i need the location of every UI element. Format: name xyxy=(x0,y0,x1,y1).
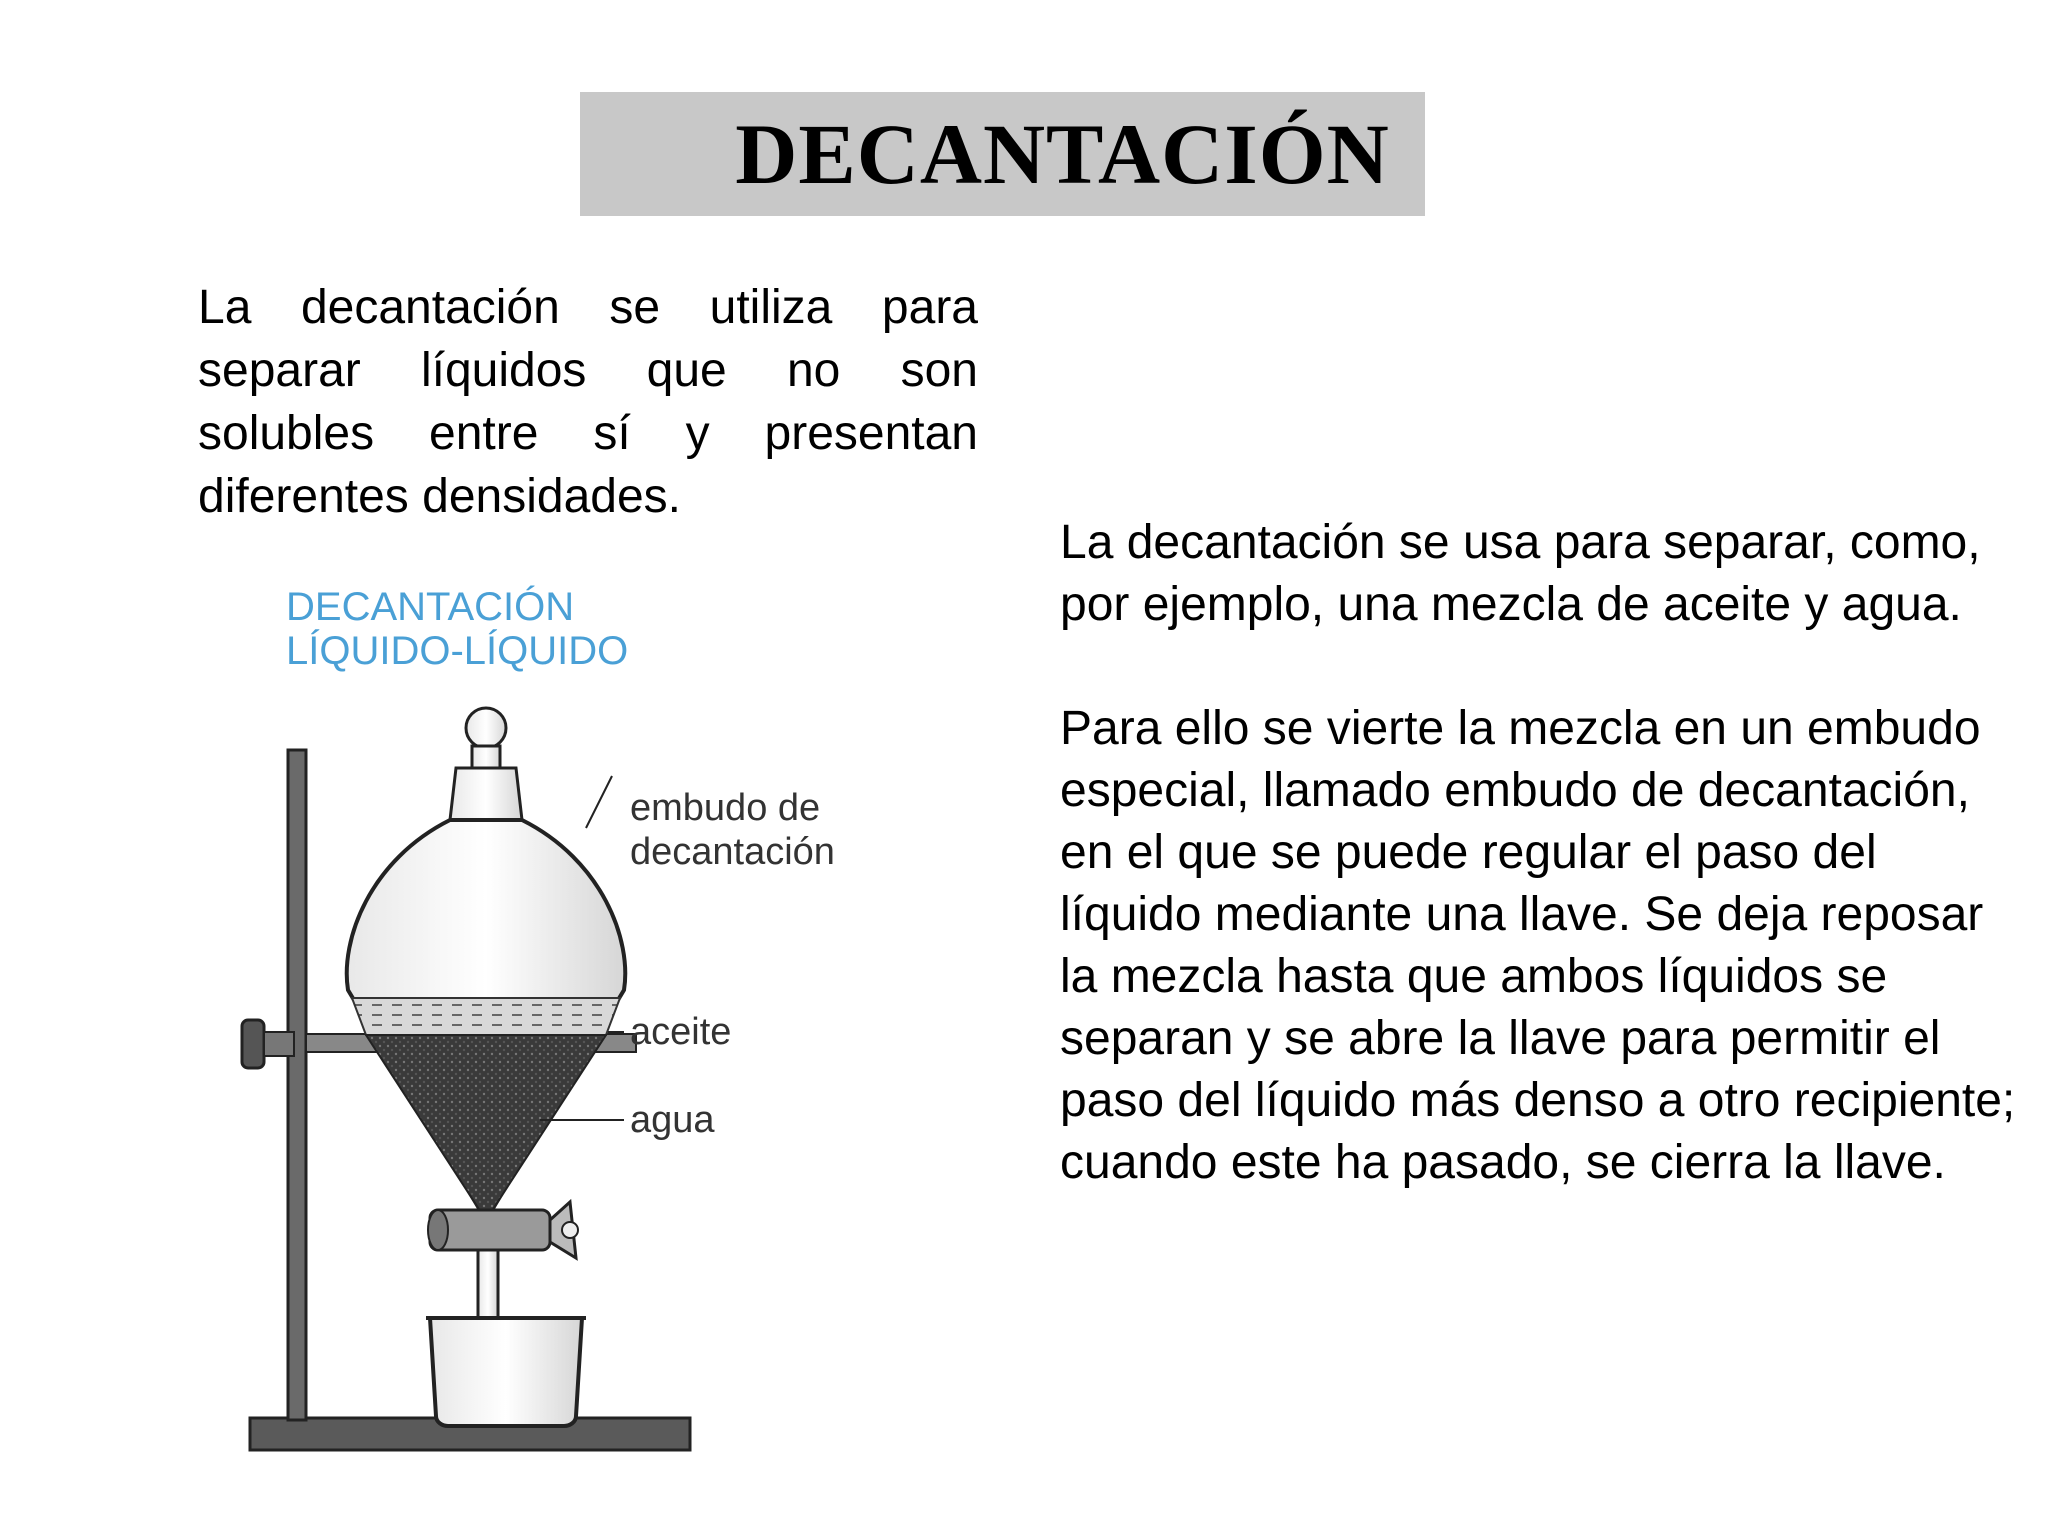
explanation-text xyxy=(1060,512,2020,1194)
water-layer xyxy=(366,1035,606,1220)
funnel-neck xyxy=(450,768,522,820)
stopcock-cap xyxy=(428,1210,448,1250)
explanation-paragraph-1: La decantación se usa para separar, como, por ejemplo, una mezcla de aceite y agua. xyxy=(1060,516,1981,631)
intro-paragraph: La decantación se utiliza para separar líquidos que no son solubles entre sí y presentan diferentes densidades. xyxy=(198,281,978,523)
stopper-top xyxy=(466,708,506,748)
label-oil: aceite xyxy=(630,1011,732,1053)
clamp-screw xyxy=(242,1020,264,1068)
label-funnel-line-2: decantación xyxy=(630,831,835,873)
separatory-funnel-figure xyxy=(210,580,910,1480)
explanation-paragraph-2: Para ello se vierte la mezcla en un embudo especial, llamado embudo de decantación, en el que se puede regular el paso del líquido mediante una llave. Se deja reposar la mezcla hasta que ambos líquidos se separan y se abre la llave para permitir el paso del líquido más denso a otro recipiente; cuando este ha pasado, se cierra la llave. xyxy=(1060,702,2016,1189)
figure-caption-line-1: DECANTACIÓN xyxy=(286,585,575,629)
title-banner xyxy=(580,92,1425,216)
funnel-leader-line xyxy=(586,776,612,828)
clamp-knob xyxy=(264,1032,294,1056)
figure-caption-line-2: LÍQUIDO-LÍQUIDO xyxy=(286,629,629,673)
label-funnel-line-1: embudo de xyxy=(630,787,821,829)
oil-layer xyxy=(352,998,620,1035)
label-water: agua xyxy=(630,1099,715,1141)
stopper-neck xyxy=(472,746,500,770)
separatory-funnel-illustration xyxy=(210,580,910,1480)
beaker xyxy=(430,1318,582,1426)
stand-rod xyxy=(288,750,306,1420)
stopcock-handle-hole xyxy=(562,1222,578,1238)
page-title: DECANTACIÓN xyxy=(735,106,1390,202)
